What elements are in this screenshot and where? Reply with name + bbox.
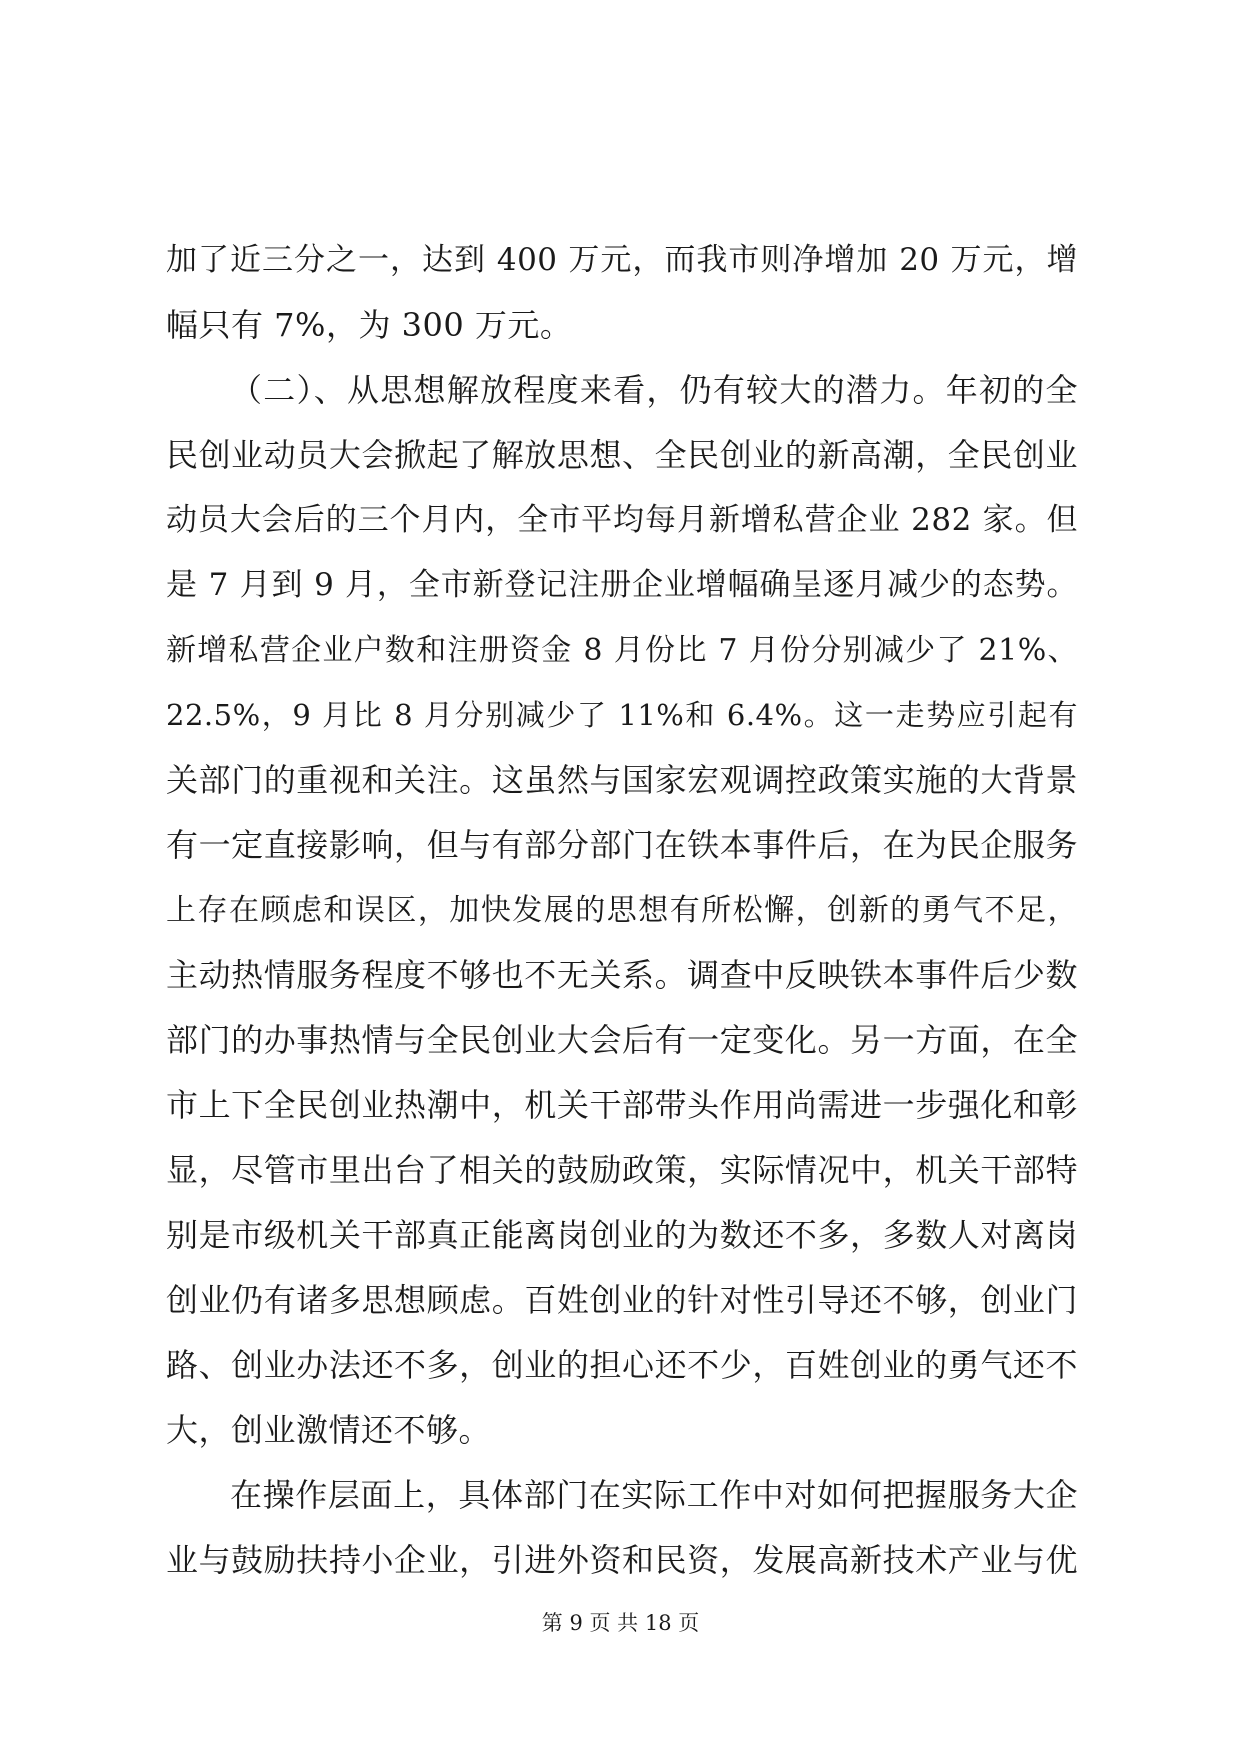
body-text-line: 在操作层面上，具体部门在实际工作中对如何把握服务大企: [230, 1476, 1078, 1514]
body-text-line: 22.5%，9 月比 8 月分别减少了 11%和 6.4%。这一走势应引起有: [166, 698, 1078, 732]
body-text-line: 是 7 月到 9 月，全市新登记注册企业增幅确呈逐月减少的态势。: [166, 567, 1078, 603]
body-text-line: 民创业动员大会掀起了解放思想、全民创业的新高潮，全民创业: [166, 436, 1078, 474]
body-text-line: 部门的办事热情与全民创业大会后有一定变化。另一方面，在全: [166, 1021, 1078, 1059]
body-text-line: 路、创业办法还不多，创业的担心还不少，百姓创业的勇气还不: [166, 1346, 1078, 1384]
body-text-line: （二）、从思想解放程度来看，仍有较大的潜力。年初的全: [230, 371, 1078, 409]
body-text-line: 市上下全民创业热潮中，机关干部带头作用尚需进一步强化和彰: [166, 1086, 1078, 1124]
body-text-line: 上存在顾虑和误区，加快发展的思想有所松懈，创新的勇气不足，: [166, 893, 1078, 928]
body-text-line: 加了近三分之一，达到 400 万元，而我市则净增加 20 万元，增: [166, 242, 1078, 278]
body-text-line: 动员大会后的三个月内，全市平均每月新增私营企业 282 家。但: [166, 502, 1078, 538]
body-text-line: 显，尽管市里出台了相关的鼓励政策，实际情况中，机关干部特: [166, 1151, 1078, 1189]
body-text-line: 主动热情服务程度不够也不无关系。调查中反映铁本事件后少数: [166, 956, 1078, 994]
body-text-line: 创业仍有诸多思想顾虑。百姓创业的针对性引导还不够，创业门: [166, 1281, 1078, 1319]
body-text-line: 关部门的重视和关注。这虽然与国家宏观调控政策实施的大背景: [166, 761, 1078, 799]
body-text-line: 业与鼓励扶持小企业，引进外资和民资，发展高新技术产业与优: [166, 1541, 1078, 1579]
body-text-line: 大，创业激情还不够。: [166, 1411, 492, 1449]
body-text-line: 有一定直接影响，但与有部分部门在铁本事件后，在为民企服务: [166, 826, 1078, 864]
page-number-footer: 第 9 页 共 18 页: [541, 1611, 700, 1635]
body-text-line: 别是市级机关干部真正能离岗创业的为数还不多，多数人对离岗: [166, 1216, 1078, 1254]
document-body: [166, 228, 1078, 1593]
body-text-line: 新增私营企业户数和注册资金 8 月份比 7 月份分别减少了 21%、: [166, 633, 1078, 668]
body-text-line: 幅只有 7%，为 300 万元。: [166, 306, 573, 344]
